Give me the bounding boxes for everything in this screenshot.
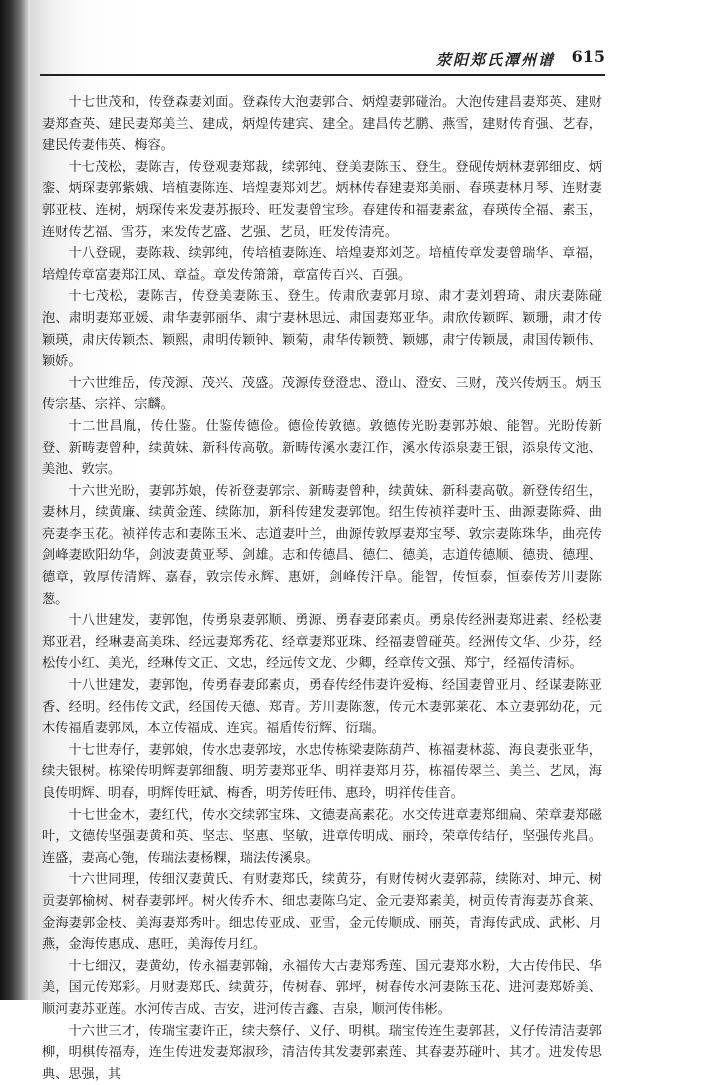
paragraph: 十八登砚，妻陈栽、续郭纯，传培植妻陈连、培煌妻郑刘芝。培植传章发妻曾瑞华、章福，培煌传章富妻郑江凤、章益。章发传箫箫，章富传百兴、百强。 xyxy=(42,246,602,283)
book-title: 荥阳郑氏潭州谱 xyxy=(435,51,555,69)
paragraph: 十八世建发，妻郭饱，传勇春妻邱素贞，勇春传经伟妻许爱梅、经国妻曾亚月、经谋妻陈亚香、经明。经伟传文武，经国传天德、郑青。芳川妻陈葱，传元木妻郭莱花、本立妻郭幼花，元木传福盾妻郭凤，本立传福成、连宾。福盾传衍辉、衍瑞。 xyxy=(42,678,602,737)
paragraph: 十七世茂和，传登森妻刘面。登森传大泡妻郭合、炳煌妻郭碰治。大泡传建昌妻郑英、建财妻郑查英、建民妻郑美兰、建成，炳煌传建宾、建全。建昌传艺鹏、燕雪，建财传育强、艺春，建民传妻伟英、梅容。 xyxy=(42,95,602,154)
paragraph: 十二世昌胤，传仕鉴。仕鉴传德俭。德俭传敦德。敦德传光盼妻郭苏娘、能智。光盼传新登、新畴妻曾种，续黄妹、新科传高敬。新畴传溪水妻江作，溪水传添泉妻王银，添泉传文池、美池、敦宗。 xyxy=(42,418,602,478)
paragraph: 十七世金木，妻红代，传水交续郭宝珠、文德妻高素花。水交传进章妻郑细扁、荣章妻郑磁叶，文德传坚强妻黄和英、坚志、坚惠、坚敏，进章传明成、丽玲，荣章传结仔，坚强传兆昌。连盛，妻高心匏，传瑞法妻杨粿，瑞法传溪泉。 xyxy=(42,807,602,866)
page-header xyxy=(40,44,605,76)
book-binding-shadow xyxy=(0,0,30,1000)
paragraph: 十七茂松，妻陈吉，传登美妻陈玉、登生。传肃欣妻郭月琼、肃才妻刘碧琦、肃庆妻陈碰泡、肃明妻郑亚媛、肃华妻郭丽华、肃宁妻林思远、肃国妻郑亚华。肃欣传颖晖、颖珊，肃才传颖瑛，肃庆传颖杰、颖熙，肃明传颖钟、颖菊，肃华传颖赞、颖娜，肃宁传颖晟，肃国传颖伟、颖娇。 xyxy=(42,289,602,370)
paragraph: 十六世三才，传瑞宝妻许正，续夫蔡仔、义仔、明棋。瑞宝传连生妻郭甚，义仔传清洁妻郭柳，明棋传福寿，连生传进发妻郑淑珍，清洁传其发妻郭素莲、其春妻苏碰叶、其才。进发传思典、思强，其 xyxy=(42,1023,602,1082)
paragraph: 十七细汉，妻黄幼，传永福妻郭翰，永福传大古妻郑秀莲、国元妻郑水粉，大古传伟民、华美，国元传郑彩。月财妻郑氏、续黄芬，传树春、郭坪，树春传水河妻陈玉花、进河妻郑娇美、顺河妻苏亚莲。水河传吉成、吉安，进河传吉鑫、吉泉，顺河传伟彬。 xyxy=(42,958,602,1017)
genealogy-text-body xyxy=(42,92,602,1085)
paragraph: 十六世维岳，传茂源、茂兴、茂盛。茂源传登澄忠、澄山、澄安、三财，茂兴传炳玉。炳玉传宗基、宗祥、宗麟。 xyxy=(42,375,602,413)
paragraph: 十八世建发，妻郭饱，传勇泉妻郭顺、勇源、勇春妻邱素贞。勇泉传经洲妻郑进素、经松妻郑亚君，经琳妻高美珠、经远妻郑秀花、经章妻郑亚珠、经福妻曾碰英。经洲传文华、少芬，经松传小红、美光，经琳传文正、文忠，经远传文龙、少卿，经章传文强、郑宁，经福传清标。 xyxy=(42,613,602,672)
paragraph: 十六世光盼，妻郭苏娘，传祈登妻郭宗、新畴妻曾种，续黄妹、新科妻高敬。新登传绍生，妻林月，续黄廉、续黄金莲、续陈加，新科传建发妻郭饱。绍生传祯祥妻叶玉、曲源妻陈舜、曲亮妻李玉花。祯祥传志和妻陈玉米、志道妻叶兰，曲源传敦厚妻郑宝琴、敦宗妻陈珠华，曲亮传剑峰妻欧阳幼华，剑波妻黄亚琴、剑雄。志和传德昌、德仁、德美，志道传德顺、德贵、德理、德章，敦厚传清辉、嘉春，敦宗传永辉、惠妍，剑峰传汗阜。能智，传恒泰，恒泰传芳川妻陈葱。 xyxy=(42,483,602,607)
paragraph: 十七茂松，妻陈吉，传登观妻郑裁，续郭纯、登美妻陈玉、登生。登砚传炳林妻郭细皮、炳銮、炳琛妻郭紫娥、培植妻陈连、培煌妻郑刘艺。炳林传春建妻郑美丽、春瑛妻林月琴、连财妻郭亚枝、连树，炳琛传来发妻苏振玲、旺发妻曾宝珍。春建传和福妻素盆，春瑛传全福、素玉，连财传艺福、雪芬，来发传艺盛、艺强、艺员，旺发传清亮。 xyxy=(42,159,602,240)
page-number: 615 xyxy=(571,47,605,66)
paragraph: 十六世同理，传细汉妻黄氏、有财妻郑氏，续黄芬，有财传树火妻郭蒜，续陈对、坤元、树贡妻郭榆树、树春妻郭坪。树火传乔木、细忠妻陈乌定、金元妻郑素美，树贡传青海妻苏食莱、金海妻郭金枝、美海妻郑秀叶。细忠传亚成、亚雪，金元传顺成、丽英，青海传武成、武彬、月燕，金海传惠成、惠旺，美海传月红。 xyxy=(42,872,602,953)
paragraph: 十七世寿仔，妻郭娘，传水忠妻郭垵，水忠传栋梁妻陈葫芦、栋福妻林蕊、海良妻张亚华，续夫银树。栋梁传明辉妻郭细馥、明芳妻郑亚华、明祥妻郑月芬，栋福传翠兰、美兰、艺凤，海良传明辉、明春，明辉传旺斌、梅香，明芳传旺伟、惠玲，明祥传佳音。 xyxy=(42,742,602,801)
